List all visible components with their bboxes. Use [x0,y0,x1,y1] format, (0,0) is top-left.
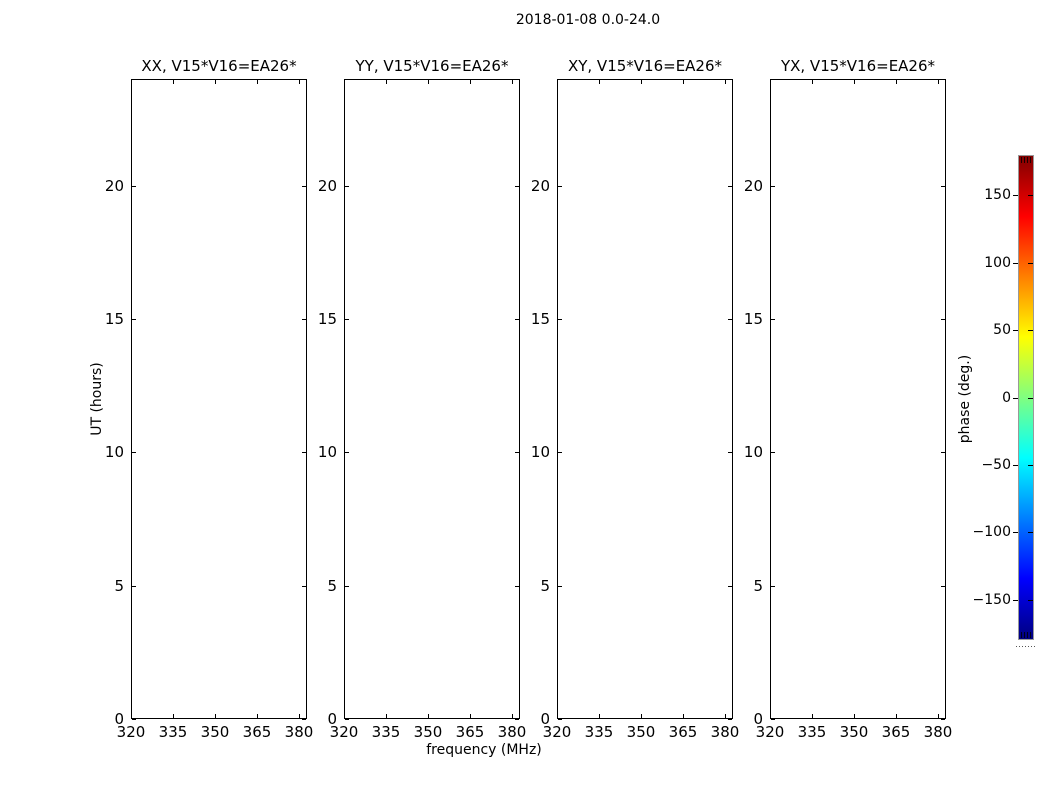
x-tick-label: 365 [881,723,911,741]
y-tick-label: 0 [327,710,337,728]
y-tick [302,319,306,320]
y-tick [345,186,349,187]
y-tick-label: 0 [753,710,763,728]
colorbar-tick [1028,195,1033,196]
x-tick [299,80,300,84]
x-tick [557,714,558,718]
y-tick-label: 15 [530,310,550,328]
x-tick [344,714,345,718]
colorbar-bottom-comb-marks [1021,632,1031,638]
colorbar-tick [1013,330,1018,331]
x-tick [599,714,600,718]
y-tick [771,719,775,720]
y-tick [941,452,945,453]
y-tick [728,186,732,187]
x-tick-label: 380 [923,723,953,741]
x-tick [725,714,726,718]
colorbar-tick-label: 0 [1002,389,1011,406]
x-tick [428,80,429,84]
x-tick-label: 380 [710,723,740,741]
subplot-title: YY, V15*V16=EA26* [355,57,509,75]
y-tick-label: 0 [114,710,124,728]
y-tick [515,186,519,187]
y-tick [728,319,732,320]
colorbar-tick [1013,195,1018,196]
colorbar-tick [1028,330,1033,331]
y-tick [345,452,349,453]
colorbar-tick-label: 150 [984,187,1011,204]
y-tick [132,319,136,320]
x-tick-label: 335 [584,723,614,741]
figure-title: 2018-01-08 0.0-24.0 [515,12,661,28]
colorbar-tick [1028,600,1033,601]
x-tick [428,714,429,718]
x-tick-label: 365 [455,723,485,741]
y-tick [515,586,519,587]
colorbar-tick [1013,532,1018,533]
subplot-title: YX, V15*V16=EA26* [780,57,936,75]
x-tick-label: 380 [497,723,527,741]
x-tick-label: 350 [626,723,656,741]
x-tick [683,80,684,84]
y-tick [771,319,775,320]
x-tick [812,714,813,718]
y-tick [558,586,562,587]
x-tick [557,80,558,84]
y-tick [558,452,562,453]
x-tick [854,714,855,718]
x-tick [386,80,387,84]
colorbar-tick-label: 100 [984,254,1011,271]
y-tick-label: 10 [104,443,124,462]
x-tick [599,80,600,84]
y-tick [728,586,732,587]
x-tick-label: 335 [371,723,401,741]
y-tick [515,719,519,720]
x-tick-label: 365 [668,723,698,741]
y-tick [345,319,349,320]
y-tick [132,186,136,187]
y-tick [302,586,306,587]
y-tick-label: 5 [114,576,124,595]
y-tick-label: 5 [540,576,550,595]
x-tick [215,80,216,84]
x-tick [512,714,513,718]
y-axis-label: UT (hours) [89,362,105,436]
y-tick-label: 10 [317,443,337,462]
y-tick [132,586,136,587]
colorbar-tick-label: −50 [981,456,1011,473]
y-tick [771,586,775,587]
colorbar-axis-label: phase (deg.) [957,354,973,444]
colorbar-tick [1028,398,1033,399]
x-tick-label: 350 [839,723,869,741]
colorbar-tick [1013,398,1018,399]
x-tick [470,714,471,718]
x-tick-label: 335 [797,723,827,741]
x-tick-label: 380 [284,723,314,741]
y-tick [345,586,349,587]
subplot-panel-yx [770,79,946,719]
x-tick [770,80,771,84]
y-tick-label: 5 [753,576,763,595]
colorbar-tick [1013,263,1018,264]
y-tick [771,452,775,453]
x-tick [386,714,387,718]
y-tick [771,186,775,187]
colorbar-tick [1013,600,1018,601]
x-tick-label: 365 [242,723,272,741]
y-tick [302,186,306,187]
x-tick [641,80,642,84]
y-tick-label: 20 [104,176,124,195]
y-tick [558,719,562,720]
subplot-title: XX, V15*V16=EA26* [141,57,297,75]
y-tick [941,319,945,320]
x-tick [938,80,939,84]
y-tick [728,452,732,453]
x-tick-label: 320 [542,723,572,741]
x-tick [725,80,726,84]
y-tick-label: 20 [317,176,337,195]
y-tick [558,319,562,320]
x-tick-label: 350 [200,723,230,741]
y-tick [132,719,136,720]
subplot-panel-xy [557,79,733,719]
x-tick-label: 320 [329,723,359,741]
y-tick [302,452,306,453]
y-tick [345,719,349,720]
x-tick-label: 335 [158,723,188,741]
colorbar-tick-label: 50 [993,322,1011,339]
y-tick [941,586,945,587]
y-tick-label: 10 [743,443,763,462]
x-tick [512,80,513,84]
x-tick [257,80,258,84]
subplot-panel-yy [344,79,520,719]
x-tick-label: 320 [755,723,785,741]
colorbar-top-comb-marks [1021,157,1031,163]
y-tick-label: 20 [530,176,550,195]
x-tick [770,714,771,718]
y-tick [302,719,306,720]
y-tick [941,186,945,187]
x-tick [131,80,132,84]
y-tick [728,719,732,720]
x-tick [257,714,258,718]
colorbar-tick [1013,465,1018,466]
colorbar-tick [1028,532,1033,533]
y-tick-label: 10 [530,443,550,462]
x-tick [299,714,300,718]
x-tick [215,714,216,718]
x-tick [344,80,345,84]
y-tick-label: 5 [327,576,337,595]
y-tick-label: 15 [743,310,763,328]
y-tick [558,186,562,187]
x-tick-label: 320 [116,723,146,741]
y-tick-label: 15 [104,310,124,328]
y-tick-label: 0 [540,710,550,728]
y-tick [132,452,136,453]
subplot-panel-xx [131,79,307,719]
x-tick-label: 350 [413,723,443,741]
colorbar-tick-label: −150 [972,591,1011,608]
x-tick [896,80,897,84]
x-tick [470,80,471,84]
y-tick-label: 15 [317,310,337,328]
y-tick [941,719,945,720]
x-axis-label: frequency (MHz) [426,742,542,758]
y-tick [515,452,519,453]
colorbar-bottom-dotted-line [1016,646,1035,647]
y-tick [515,319,519,320]
subplot-title: XY, V15*V16=EA26* [567,57,723,75]
colorbar-tick [1028,263,1033,264]
y-tick-label: 20 [743,176,763,195]
x-tick [896,714,897,718]
x-tick [938,714,939,718]
x-tick [812,80,813,84]
x-tick [683,714,684,718]
x-tick [131,714,132,718]
x-tick [173,80,174,84]
colorbar-tick-label: −100 [972,524,1011,541]
x-tick [854,80,855,84]
x-tick [173,714,174,718]
x-tick [641,714,642,718]
colorbar-tick [1028,465,1033,466]
